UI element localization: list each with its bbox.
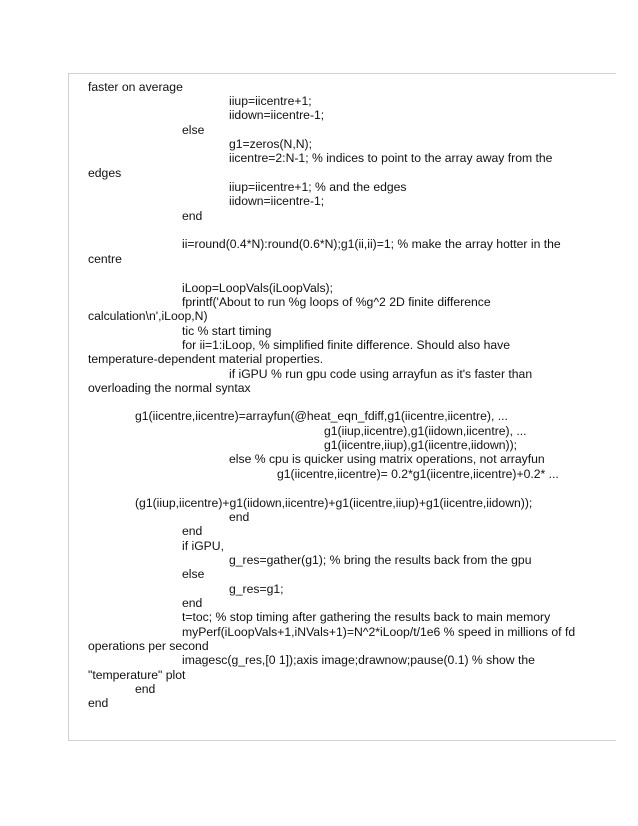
code-line: g_res=g1; bbox=[229, 582, 284, 596]
code-line: calculation\n',iLoop,N) bbox=[88, 309, 208, 323]
code-line: if iGPU, bbox=[182, 539, 224, 553]
code-line: fprintf('About to run %g loops of %g^2 2D finite difference bbox=[182, 295, 491, 309]
code-line: faster on average bbox=[88, 80, 183, 94]
code-line: "temperature" plot bbox=[88, 668, 186, 682]
code-line: g1(iiup,iicentre),g1(iidown,iicentre), ... bbox=[324, 424, 527, 438]
code-line: end bbox=[229, 510, 250, 524]
code-line: g1(iicentre,iiup),g1(iicentre,iidown)); bbox=[324, 438, 518, 452]
code-line: for ii=1:iLoop, % simplified finite difference. Should also have bbox=[182, 338, 511, 352]
code-line: (g1(iiup,iicentre)+g1(iidown,iicentre)+g1(iicentre,iiup)+g1(iicentre,iidown)); bbox=[135, 496, 533, 510]
code-line: iicentre=2:N-1; % indices to point to the array away from the bbox=[229, 151, 553, 165]
code-line: else % cpu is quicker using matrix operations, not arrayfun bbox=[229, 452, 545, 466]
code-line: end bbox=[182, 209, 203, 223]
code-line: end bbox=[182, 524, 203, 538]
code-line: else bbox=[182, 567, 205, 581]
code-line: overloading the normal syntax bbox=[88, 381, 251, 395]
code-line: centre bbox=[88, 252, 122, 266]
code-line: myPerf(iLoopVals+1,iNVals+1)=N^2*iLoop/t/1e6 % speed in millions of fd bbox=[182, 625, 576, 639]
code-line: ii=round(0.4*N):round(0.6*N);g1(ii,ii)=1; % make the array hotter in the bbox=[182, 237, 561, 251]
code-line: if iGPU % run gpu code using arrayfun as it's faster than bbox=[229, 367, 533, 381]
code-line: tic % start timing bbox=[182, 324, 272, 338]
code-line: iidown=iicentre-1; bbox=[229, 194, 325, 208]
code-line: g1(iicentre,iicentre)= 0.2*g1(iicentre,iicentre)+0.2* ... bbox=[277, 467, 559, 481]
code-line: operations per second bbox=[88, 639, 209, 653]
code-line: iiup=iicentre+1; bbox=[229, 94, 312, 108]
code-line: imagesc(g_res,[0 1]);axis image;drawnow;pause(0.1) % show the bbox=[182, 653, 535, 667]
code-line: end bbox=[88, 696, 109, 710]
code-line: else bbox=[182, 123, 205, 137]
code-line: edges bbox=[88, 166, 122, 180]
code-line: iiup=iicentre+1; % and the edges bbox=[229, 180, 407, 194]
code-line: g_res=gather(g1); % bring the results back from the gpu bbox=[229, 553, 532, 567]
code-line: end bbox=[135, 682, 156, 696]
code-line: end bbox=[182, 596, 203, 610]
code-line: iidown=iicentre-1; bbox=[229, 108, 325, 122]
code-line: g1(iicentre,iicentre)=arrayfun(@heat_eqn_fdiff,g1(iicentre,iicentre), ... bbox=[135, 409, 508, 423]
code-line: g1=zeros(N,N); bbox=[229, 137, 312, 151]
code-line: t=toc; % stop timing after gathering the results back to main memory bbox=[182, 610, 551, 624]
code-line: iLoop=LoopVals(iLoopVals); bbox=[182, 281, 333, 295]
code-line: temperature-dependent material properties. bbox=[88, 352, 324, 366]
